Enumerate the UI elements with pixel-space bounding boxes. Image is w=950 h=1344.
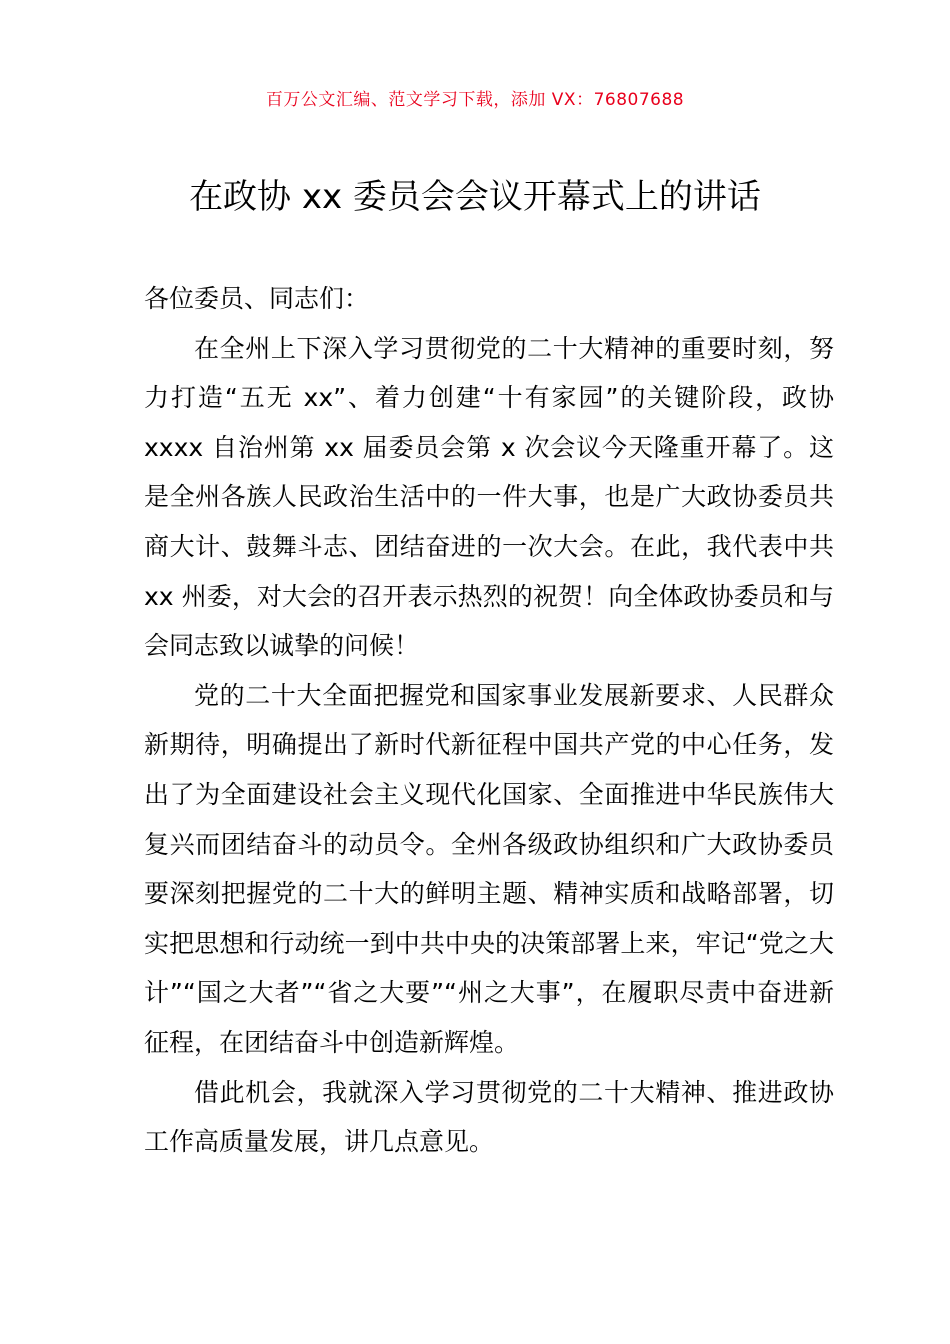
salutation: 各位委员、同志们： — [144, 284, 370, 313]
document-title: 在政协 xx 委员会会议开幕式上的讲话 — [189, 177, 761, 217]
header-note: 百万公文汇编、范文学习下载，添加 VX：76807688 — [265, 90, 685, 110]
paragraph: 借此机会，我就深入学习贯彻党的二十大精神、推进政协工作高质量发展，讲几点意见。 — [144, 1077, 834, 1157]
paragraph: 在全州上下深入学习贯彻党的二十大精神的重要时刻，努力打造“五无 xx”、着力创建“十有家园”的关键阶段，政协 xxxx 自治州第 xx 届委员会第 x 次会议今天隆重开幕了。这是全州各族人民政治生活中的一件大事，也是广大政协委员共商大计、鼓舞斗志、团结奋进的一次大会。在此，我代表中共 xx 州委，对大会的召开表示热烈的祝贺！向全体政协委员和与会同志致以诚挚的问候！ — [144, 333, 834, 661]
document-body — [144, 274, 834, 1167]
paragraph: 党的二十大全面把握党和国家事业发展新要求、人民群众新期待，明确提出了新时代新征程中国共产党的中心任务，发出了为全面建设社会主义现代化国家、全面推进中华民族伟大复兴而团结奋斗的动员令。全州各级政协组织和广大政协委员要深刻把握党的二十大的鲜明主题、精神实质和战略部署，切实把思想和行动统一到中共中央的决策部署上来，牢记“党之大计”“国之大者”“省之大要”“州之大事”，在履职尽责中奋进新征程，在团结奋斗中创造新辉煌。 — [144, 680, 834, 1057]
